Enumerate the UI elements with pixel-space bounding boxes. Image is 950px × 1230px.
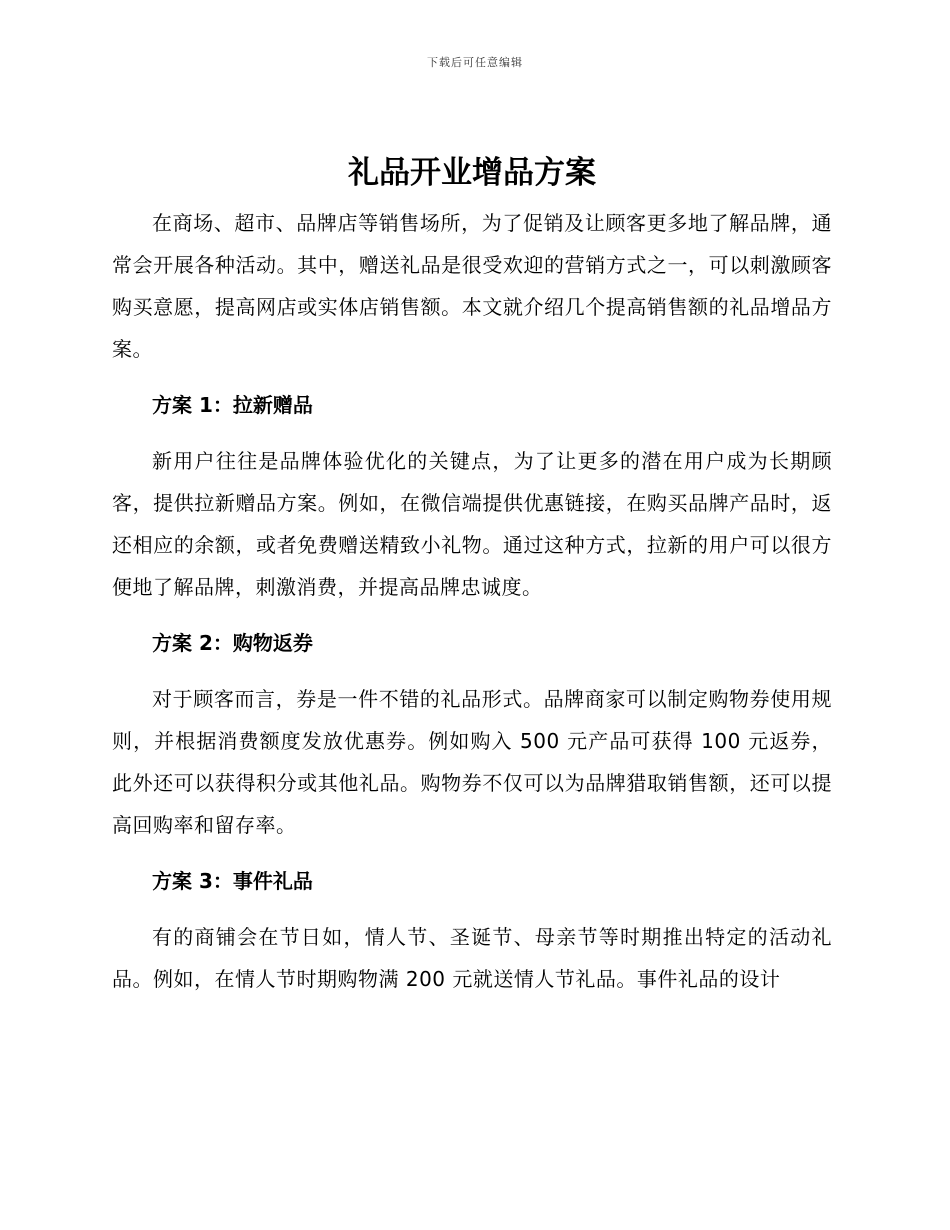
section-heading: 方案 3：事件礼品 xyxy=(152,869,313,893)
section-2 xyxy=(112,622,832,846)
section-3 xyxy=(112,860,832,1000)
section-heading: 方案 1：拉新赠品 xyxy=(152,393,313,417)
section-heading: 方案 2：购物返券 xyxy=(152,631,313,655)
section-1 xyxy=(112,384,832,608)
document-title: 礼品开业增品方案 xyxy=(348,155,596,191)
section-body: 新用户往往是品牌体验优化的关键点，为了让更多的潜在用户成为长期顾客，提供拉新赠品方案。例如，在微信端提供优惠链接，在购买品牌产品时，返还相应的余额，或者免费赠送精致小礼物。通过这种方式，拉新的用户可以很方便地了解品牌，刺激消费，并提高品牌忠诚度。 xyxy=(112,449,832,599)
section-body: 有的商铺会在节日如，情人节、圣诞节、母亲节等时期推出特定的活动礼品。例如，在情人节时期购物满 200 元就送情人节礼品。事件礼品的设计 xyxy=(112,925,832,991)
header-note: 下载后可任意编辑 xyxy=(427,56,523,69)
intro-paragraph: 在商场、超市、品牌店等销售场所，为了促销及让顾客更多地了解品牌，通常会开展各种活动。其中，赠送礼品是很受欢迎的营销方式之一，可以刺激顾客购买意愿，提高网店或实体店销售额。本文就介绍几个提高销售额的礼品增品方案。 xyxy=(112,211,832,361)
section-body: 对于顾客而言，券是一件不错的礼品形式。品牌商家可以制定购物券使用规则，并根据消费额度发放优惠券。例如购入 500 元产品可获得 100 元返券，此外还可以获得积分或其他礼品。购物券不仅可以为品牌猎取销售额，还可以提高回购率和留存率。 xyxy=(112,687,832,837)
document-content xyxy=(112,150,832,1000)
